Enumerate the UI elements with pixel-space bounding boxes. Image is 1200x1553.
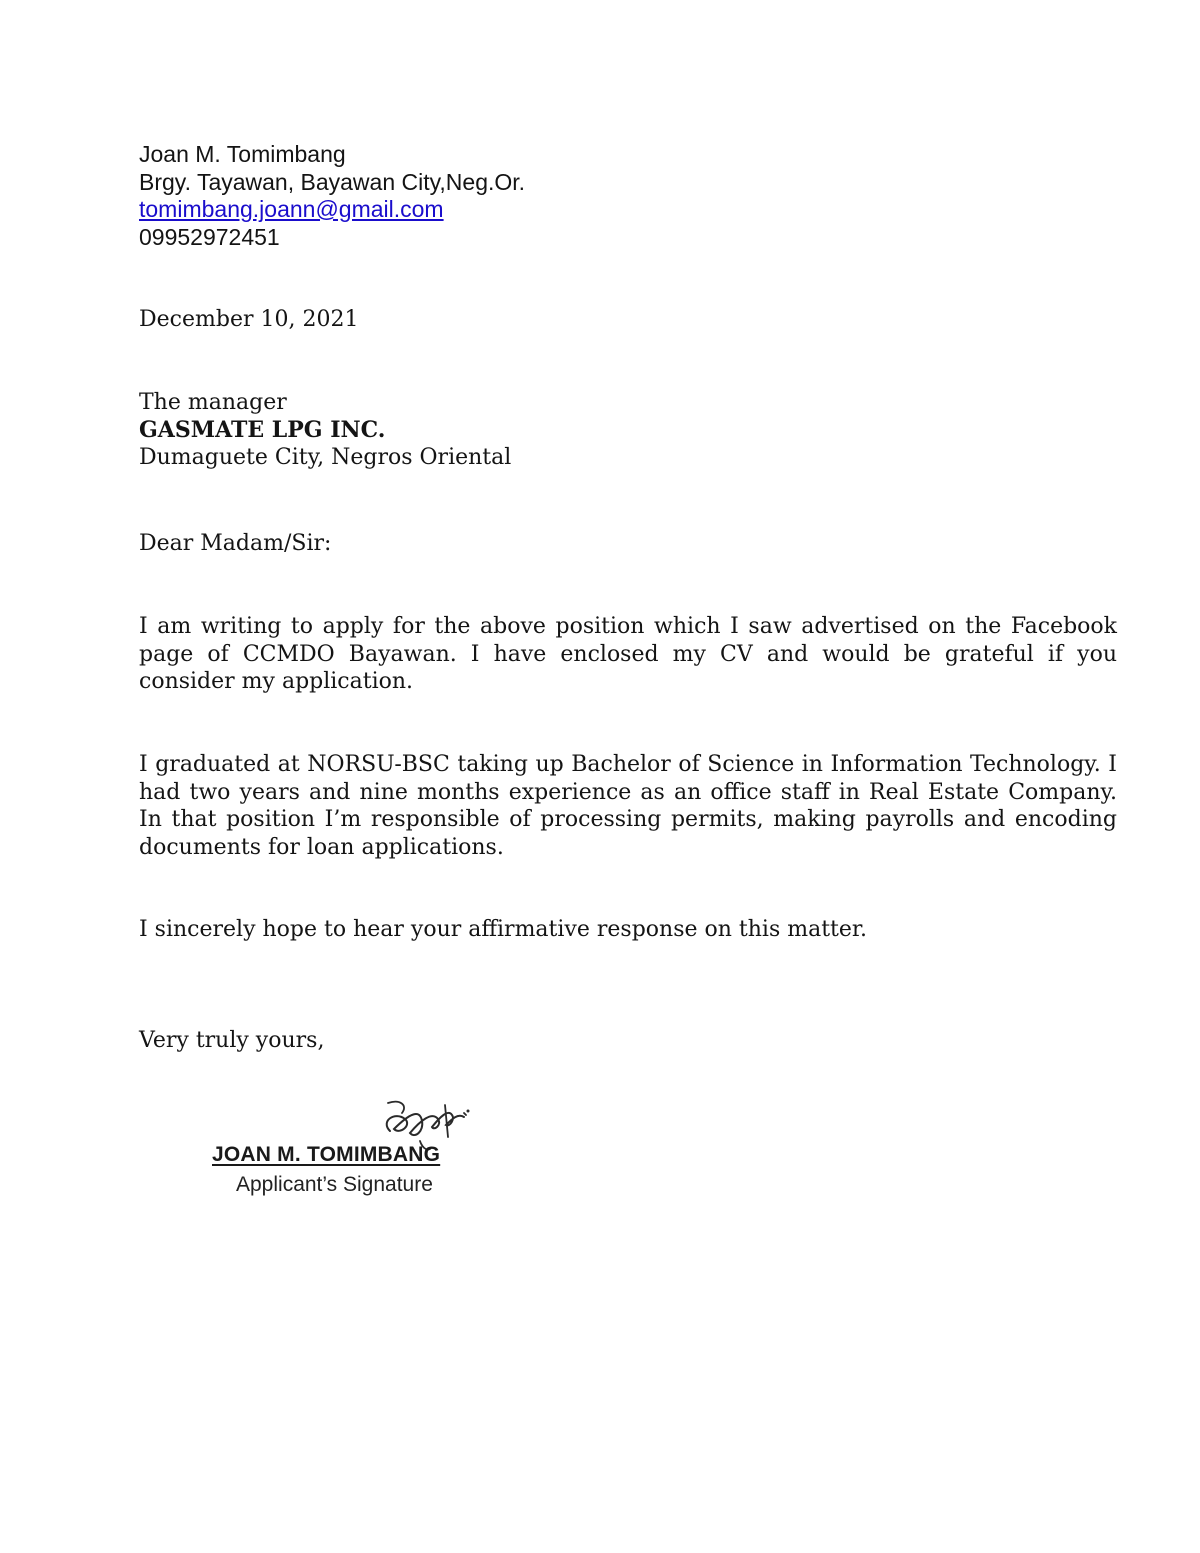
recipient-company: GASMATE LPG INC.	[139, 416, 386, 443]
signature-caption: Applicant’s Signature	[236, 1173, 433, 1196]
signature-block	[150, 1085, 560, 1225]
signature-name: JOAN M. TOMIMBANG	[212, 1143, 441, 1166]
sender-phone: 09952972451	[139, 223, 280, 250]
body-paragraph-2: I graduated at NORSU-BSC taking up Bachelor of Science in Information Technology. I had two years and nine months experience as an office staff in Real Estate Company. In that position I’m responsible of processing permits, making payrolls and encoding documents for loan applications.	[139, 752, 1117, 860]
sender-block	[139, 141, 525, 251]
recipient-title: The manager	[139, 390, 287, 415]
body-paragraph-3: I sincerely hope to hear your affirmative response on this matter.	[139, 917, 867, 942]
sender-address: Brgy. Tayawan, Bayawan City,Neg.Or.	[139, 168, 526, 195]
sender-email-link[interactable]: tomimbang.joann@gmail.com	[139, 196, 444, 222]
salutation: Dear Madam/Sir:	[139, 531, 332, 556]
recipient-block	[139, 389, 1117, 472]
closing-line: Very truly yours,	[139, 1028, 325, 1053]
body-paragraph-1: I am writing to apply for the above position which I saw advertised on the Facebook page of CCMDO Bayawan. I have enclosed my CV and would be grateful if you consider my application.	[139, 614, 1117, 694]
recipient-location: Dumaguete City, Negros Oriental	[139, 445, 512, 470]
letter-date: December 10, 2021	[139, 307, 359, 332]
sender-name: Joan M. Tomimbang	[139, 141, 346, 167]
